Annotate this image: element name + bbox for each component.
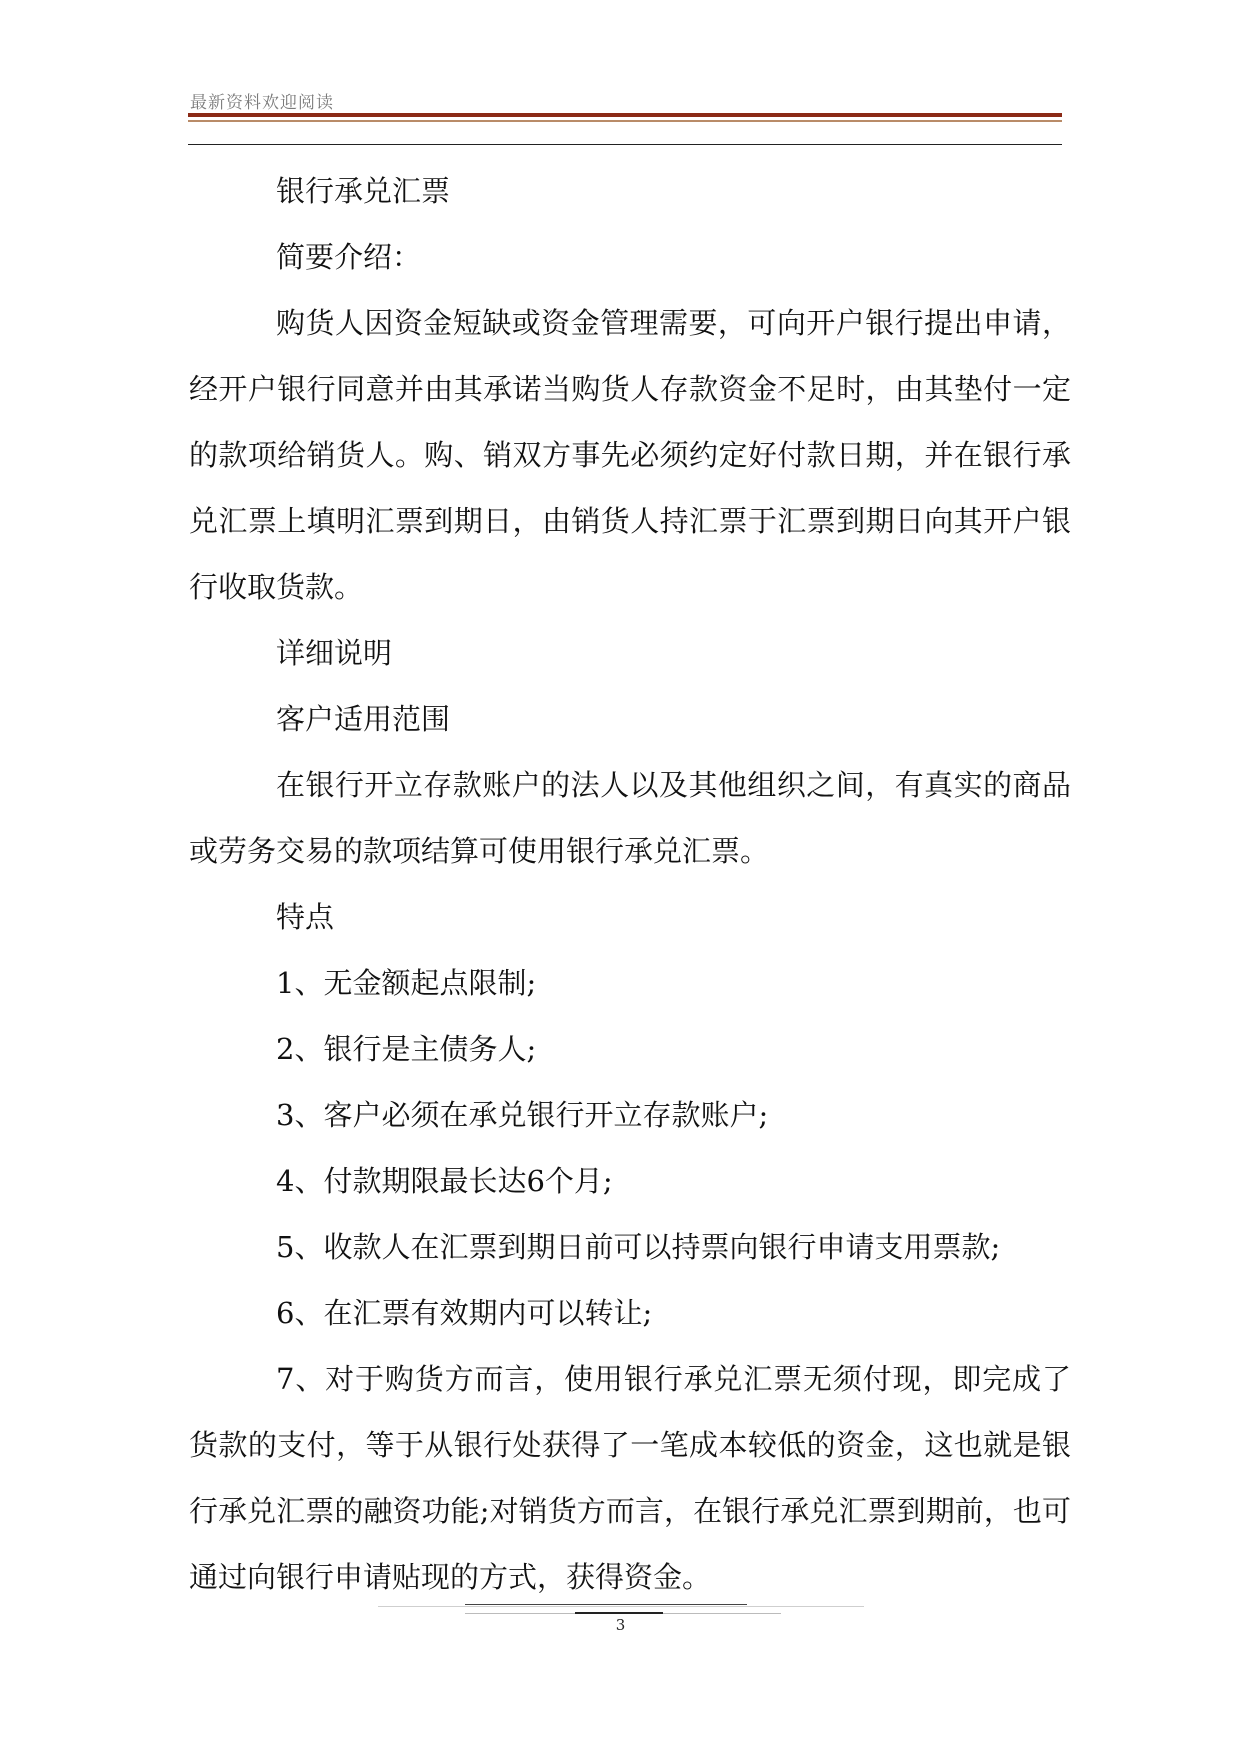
feature-item: 4、付款期限最长达6个月; [276,1164,613,1198]
header-rule-thin [188,120,1062,122]
footer-rule [465,1604,747,1605]
intro-heading: 简要介绍： [276,240,422,274]
detail-heading: 详细说明 [276,636,393,670]
header-rule-thick [188,113,1062,117]
scope-heading: 客户适用范围 [276,702,451,736]
feature-item: 6、在汇票有效期内可以转让; [276,1296,653,1330]
footer-rule [378,1606,864,1607]
document-body [189,158,1071,1610]
document-title: 银行承兑汇票 [276,174,451,208]
features-heading: 特点 [276,900,335,934]
header-text: 最新资料欢迎阅读 [190,93,334,113]
footer-mark [575,1612,663,1614]
feature-item: 2、银行是主债务人; [276,1032,537,1066]
scope-paragraph: 在银行开立存款账户的法人以及其他组织之间，有真实的商品或劳务交易的款项结算可使用银行承兑汇票。 [189,768,1071,868]
page-number: 3 [615,1616,626,1634]
feature-item: 7、对于购货方而言，使用银行承兑汇票无须付现，即完成了货款的支付，等于从银行处获得了一笔成本较低的资金，这也就是银行承兑汇票的融资功能;对销货方而言，在银行承兑汇票到期前，也可通过向银行申请贴现的方式，获得资金。 [189,1362,1071,1594]
feature-item: 1、无金额起点限制; [276,966,537,1000]
feature-item: 3、客户必须在承兑银行开立存款账户; [276,1098,769,1132]
header-rule-black [188,144,1062,145]
intro-paragraph: 购货人因资金短缺或资金管理需要，可向开户银行提出申请，经开户银行同意并由其承诺当购货人存款资金不足时，由其垫付一定的款项给销货人。购、销双方事先必须约定好付款日期，并在银行承兑汇票上填明汇票到期日，由销货人持汇票于汇票到期日向其开户银行收取货款。 [189,306,1071,604]
feature-item: 5、收款人在汇票到期日前可以持票向银行申请支用票款; [276,1230,1001,1264]
